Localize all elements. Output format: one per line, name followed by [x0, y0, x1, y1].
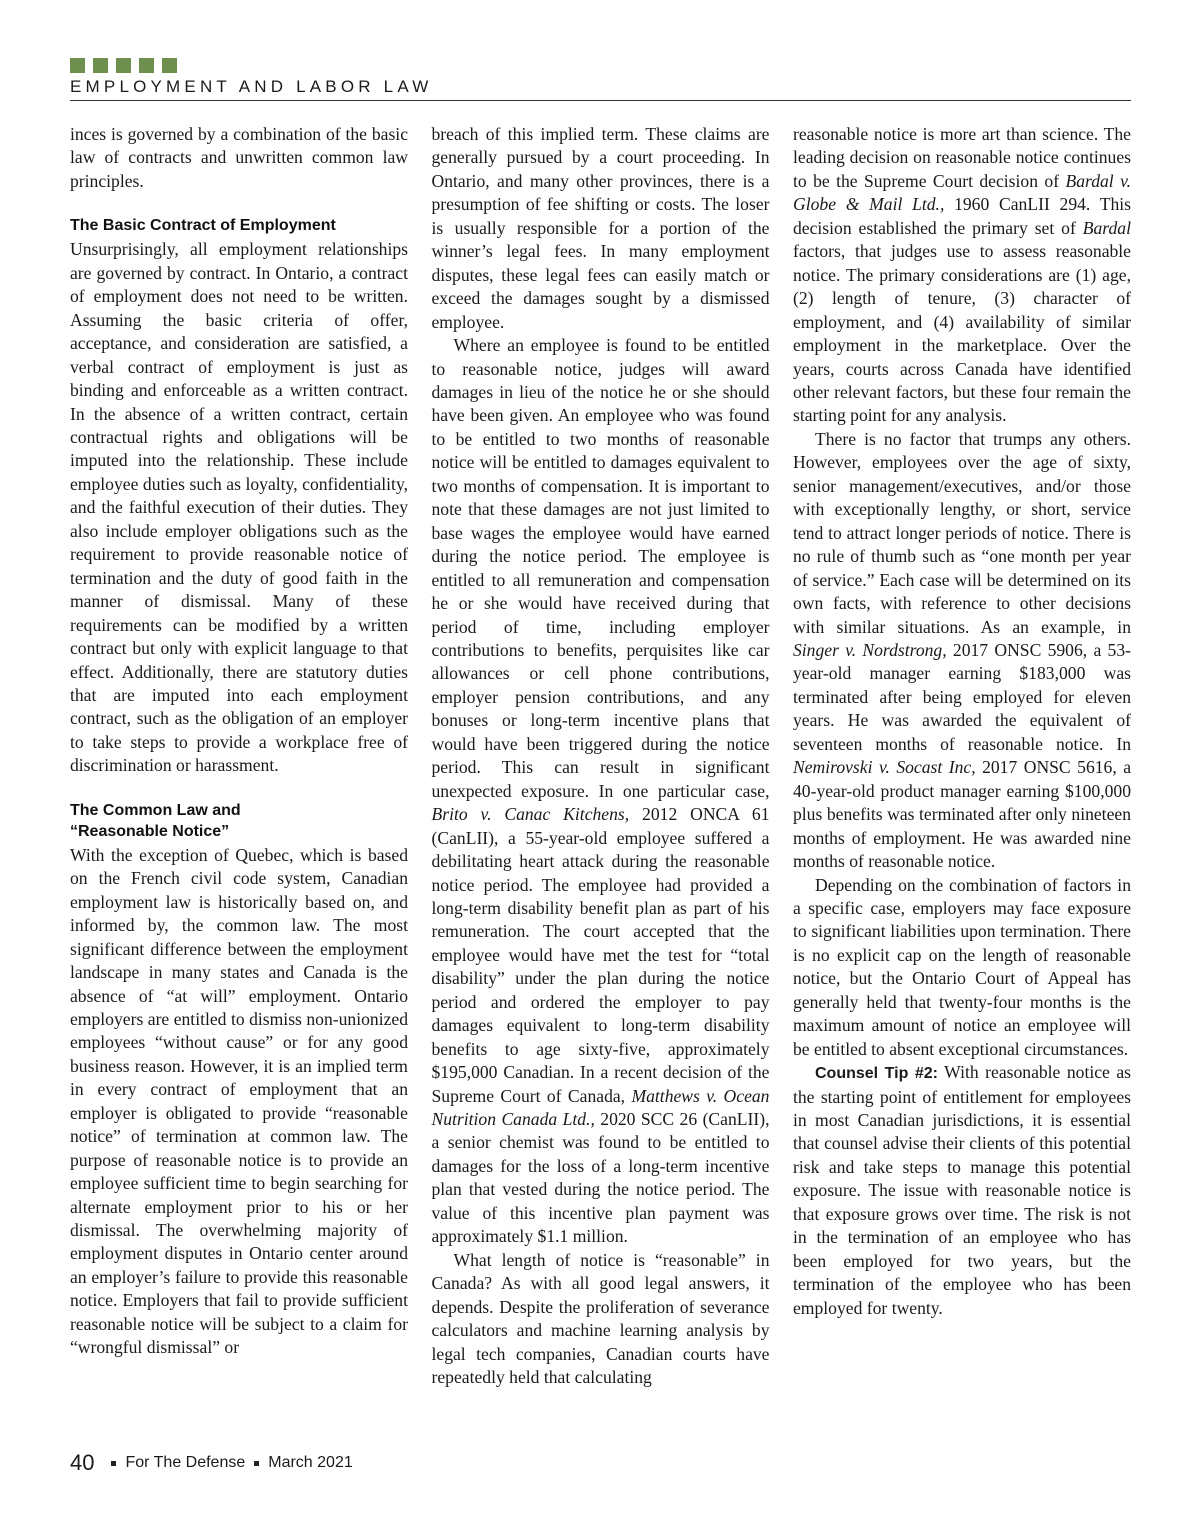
header-square: [70, 58, 85, 73]
text: Where an employee is found to be entitled to reasonable notice, judges will award damages in lieu of the notice he or she should have been given. An employee who was found to be entitled to two months of reasonable notice will be entitled to damages equivalent to two months of compensation. It is important to note that these damages are not just limited to base wages the employee would have earned during the notice period. The employee is entitled to all remuneration and compensation he or she would have received during that period of time, including employer contributions to benefits, perquisites like car allowances or cell phone contributions, employer pension contributions, and any bonuses or long-term incentive plans that would have been triggered during the notice period. This can result in significant unexpected exposure. In one particular case,: [431, 335, 770, 801]
paragraph: [793, 123, 1131, 428]
case-citation: Matthews v. Ocean Nutrition Canada Ltd.,: [431, 1085, 770, 1130]
bullet-separator: [111, 1461, 116, 1466]
header-rule: [70, 100, 1131, 101]
paragraph: [793, 428, 1131, 874]
section-title: EMPLOYMENT AND LABOR LAW: [70, 77, 433, 96]
paragraph: What length of notice is “reasonable” in Canada? As with all good legal answers, it depends. Despite the proliferation of severance calculators and machine learning analysis by legal tech companies, Canadian courts have repeatedly held that calculating: [431, 1249, 770, 1388]
paragraph: [793, 1061, 1131, 1320]
case-citation: Singer v. Nordstrong,: [793, 639, 947, 660]
text: 2020 SCC 26 (CanLII), a senior chemist was found to be entitled to damages for the loss of a long-term incentive plan that vested during the notice period. The value of this incentive plan payment was approximately $1.1 million.: [431, 1109, 770, 1247]
column-1: [70, 123, 408, 1443]
page-footer: [70, 1450, 353, 1476]
counsel-tip-label: Counsel Tip #2:: [815, 1065, 939, 1083]
header-square: [93, 58, 108, 73]
paragraph: inces is governed by a combination of the basic law of contracts and unwritten common law principles.: [70, 124, 408, 191]
case-citation: Bardal v. Globe & Mail Ltd.,: [793, 170, 1131, 215]
text: With reasonable notice as the starting point of entitlement for employees in most Canadian jurisdictions, it is essential that counsel advise their clients of this potential risk and take steps to manage this potential exposure. The issue with reasonable notice is that exposure grows over time. The risk is not in the termination of an employee who has been employed for two years, but the termination of the employee who has been employed for twenty.: [793, 1062, 1131, 1318]
text: There is no factor that trumps any others. However, employees over the age of sixty, senior management/executives, and/or those with exceptionally lengthy, or short, service tend to attract longer periods of notice. There is no rule of thumb such as “one month per year of service.” Each case will be determined on its own facts, with reference to other decisions with similar situations. As an example, in: [793, 428, 1131, 637]
text: 1960 CanLII 294. This decision established the primary set of: [793, 194, 1131, 238]
subheading-line: “Reasonable Notice”: [70, 822, 230, 840]
text: 2012 ONCA 61 (CanLII), a 55-year-old employee suffered a debilitating heart attack during the reasonable notice period. The employee had provided a long-term disability benefit plan as part of his remuneration. The court accepted that the employee would have met the test for “total disability” under the plan during the notice period and ordered the employer to pay damages equivalent to long-term disability benefits to age sixty-five, approximately $195,000 Canadian. In a recent decision of the Supreme Court of Canada,: [431, 804, 770, 1106]
publication-name: For The Defense: [125, 1454, 246, 1471]
text: 2017 ONSC 5906, a 53-year-old manager earning $183,000 was terminated after being employed for eleven years. He was awarded the equivalent of seventeen months of reasonable notice. In: [793, 639, 1131, 754]
header-square: [162, 58, 177, 73]
article-body: [70, 123, 1131, 1443]
page-number: 40: [70, 1450, 95, 1475]
subheading-basic-contract: The Basic Contract of Employment: [70, 217, 336, 235]
header-square: [116, 58, 131, 73]
case-citation: Bardal: [1082, 217, 1131, 238]
case-citation: Nemirovski v. Socast Inc,: [793, 757, 976, 778]
header-squares: [70, 58, 1131, 73]
bullet-separator: [254, 1461, 259, 1466]
text: reasonable notice is more art than science. The leading decision on reasonable notice continues to be the Supreme Court decision of: [793, 124, 1131, 191]
paragraph: breach of this implied term. These claims are generally pursued by a court proceeding. In Ontario, and many other provinces, there is a presumption of fee shifting or costs. The loser is usually responsible for a portion of the winner’s legal fees. In many employment disputes, these legal fees can easily match or exceed the damages sought by a dismissed employee.: [431, 124, 770, 332]
text: 2017 ONSC 5616, a 40-year-old product manager earning $100,000 plus benefits was terminated after only nineteen months of employment. He was awarded nine months of reasonable notice.: [793, 757, 1132, 872]
header-square: [139, 58, 154, 73]
column-2: [432, 123, 770, 1443]
case-citation: Brito v. Canac Kitchens,: [431, 804, 630, 825]
issue-date: March 2021: [268, 1454, 353, 1471]
paragraph: With the exception of Quebec, which is based on the French civil code system, Canadian employment law is historically based on, and informed by, the common law. The most significant difference between the employment landscape in many states and Canada is the absence of “at will” employment. Ontario employers are entitled to dismiss non-unionized employees “without cause” or for any good business reason. However, it is an implied term in every contract of employment that an employer is obligated to provide “reasonable notice” of termination at common law. The purpose of reasonable notice is to provide an employee sufficient time to begin searching for alternate employment prior to his or her dismissal. The overwhelming majority of employment disputes in Ontario center around an employer’s failure to provide this reasonable notice. Employers that fail to provide sufficient reasonable notice will be subject to a claim for “wrongful dismissal” or: [70, 844, 408, 1358]
paragraph: Unsurprisingly, all employment relationships are governed by contract. In Ontario, a contract of employment does not need to be written. Assuming the basic criteria of offer, acceptance, and consideration are satisfied, a verbal contract of employment is just as binding and enforceable as a written contract. In the absence of a written contract, certain contractual rights and obligations will be imputed into the relationship. These include employee duties such as loyalty, confidentiality, and the faithful execution of their duties. They also include employer obligations such as the requirement to provide reasonable notice of termination and the duty of good faith in the manner of dismissal. Many of these requirements can be modified by a written contract but only with explicit language to that effect. Additionally, there are statutory duties that are imputed into each employment contract, such as the obligation of an employer to take steps to provide a workplace free of discrimination or harassment.: [70, 239, 408, 776]
paragraph: Depending on the combination of factors in a specific case, employers may face exposure to significant liabilities upon termination. There is no explicit cap on the length of reasonable notice, but the Ontario Court of Appeal has generally held that twenty-four months is the maximum amount of notice an employee will be entitled to absent exceptional circumstances.: [793, 874, 1131, 1059]
subheading-common-law: [70, 800, 408, 842]
subheading-line: The Common Law and: [70, 801, 241, 819]
page-header: [70, 58, 1131, 101]
column-3: [793, 123, 1131, 1443]
text: factors, that judges use to assess reasonable notice. The primary considerations are (1) age, (2) length of tenure, (3) character of employment, and (4) availability of similar employment in the marketplace. Over the years, courts across Canada have identified other relevant factors, but these four remain the starting point for any analysis.: [793, 241, 1131, 426]
paragraph: [432, 334, 770, 1249]
